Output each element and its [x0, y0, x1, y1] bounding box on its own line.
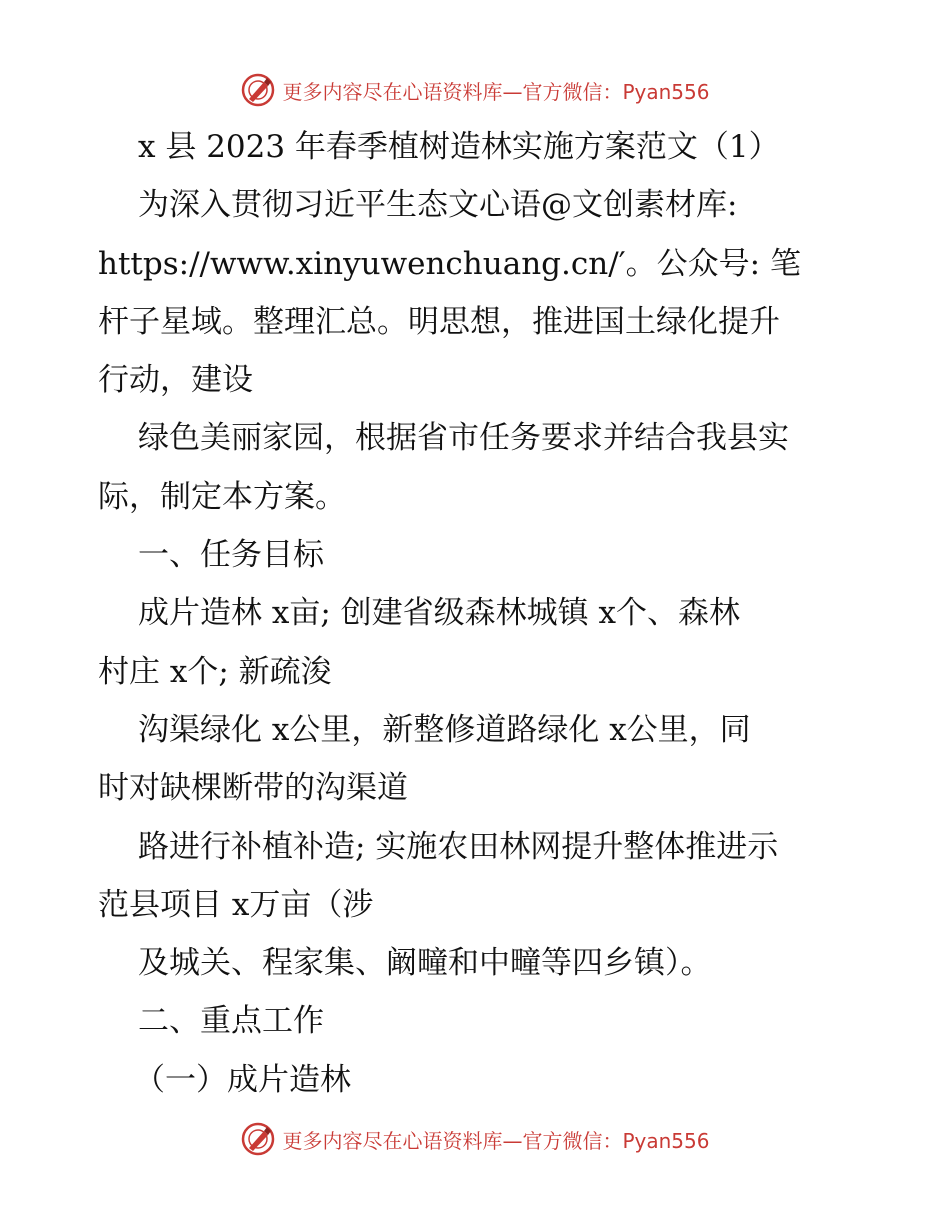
paragraph-line: 范县项目 x万亩（涉 — [98, 886, 374, 923]
paragraph-line: 为深入贯彻习近平生态文心语@文创素材库: — [138, 187, 738, 224]
section-heading: 一、任务目标 — [138, 537, 324, 574]
paragraph-line: 绿色美丽家园，根据省市任务要求并结合我县实 — [138, 420, 789, 457]
paragraph-line: 路进行补植补造; 实施农田林网提升整体推进示 — [138, 828, 779, 865]
subsection-heading: （一）成片造林 — [134, 1061, 351, 1098]
paragraph-line: 杆子星域。整理汇总。明思想，推进国土绿化提升 — [98, 303, 780, 340]
paragraph-line: 行动，建设 — [98, 362, 253, 399]
paragraph-line: 村庄 x个; 新疏浚 — [98, 653, 332, 690]
paragraph-line: 沟渠绿化 x公里，新整修道路绿化 x公里，同 — [138, 711, 751, 748]
section-heading: 二、重点工作 — [138, 1003, 324, 1040]
header-watermark — [0, 70, 950, 110]
watermark-text: 更多内容尽在心语资料库—官方微信：Pyan556 — [282, 79, 710, 104]
paragraph-line: 成片造林 x亩; 创建省级森林城镇 x个、森林 — [138, 595, 740, 632]
paragraph-line: https://www.xinyuwenchuang.cn/′。公众号: 笔 — [98, 245, 801, 282]
paragraph-line: 时对缺棵断带的沟渠道 — [98, 770, 408, 807]
watermark-text: 更多内容尽在心语资料库—官方微信：Pyan556 — [282, 1128, 710, 1153]
footer-watermark — [0, 1119, 950, 1159]
paragraph-line: 及城关、程家集、阚疃和中疃等四乡镇）。 — [138, 945, 712, 982]
pen-logo-icon — [240, 1121, 276, 1157]
document-body — [98, 118, 858, 1109]
document-title: x 县 2023 年春季植树造林实施方案范文（1） — [138, 129, 780, 165]
paragraph-line: 际，制定本方案。 — [98, 478, 346, 515]
pen-logo-icon — [240, 72, 276, 108]
